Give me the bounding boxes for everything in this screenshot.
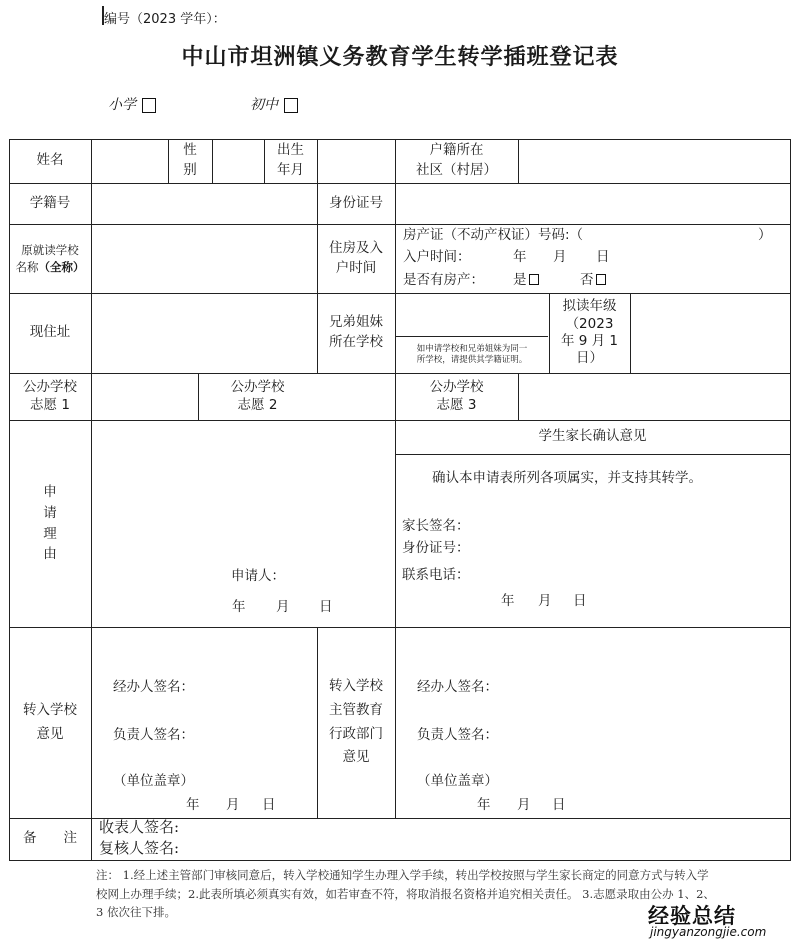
form-title: 中山市坦洲镇义务教育学生转学插班登记表 bbox=[181, 45, 619, 70]
field-reason[interactable] bbox=[91, 420, 395, 560]
label-choice-3: 公办学校 志愿 3 bbox=[429, 378, 484, 413]
has-property-no[interactable] bbox=[580, 271, 606, 291]
receiver-sign-label: 收表人签名: bbox=[99, 818, 180, 836]
label-siblings-school: 兄弟姐妹 所在学校 bbox=[329, 314, 383, 350]
parent-confirm-text: 确认本申请表所列各项属实，并支持其转学。 bbox=[432, 470, 702, 486]
entry-time-label: 入户时间： bbox=[403, 249, 471, 265]
has-property-label: 是否有房产： bbox=[403, 272, 484, 288]
field-name[interactable] bbox=[91, 139, 168, 183]
label-choice-1: 公办学校 志愿 1 bbox=[23, 378, 77, 413]
watermark-logo-text: 经验总结 bbox=[648, 904, 736, 928]
field-gender[interactable] bbox=[212, 139, 264, 183]
label-original-school bbox=[9, 224, 91, 293]
yes-label: 是 bbox=[513, 272, 527, 288]
field-choice-2[interactable] bbox=[317, 373, 395, 420]
apply-month: 月 bbox=[276, 599, 290, 615]
label-school-opinion: 转入学校 意见 bbox=[23, 701, 77, 742]
field-hukou[interactable] bbox=[518, 139, 790, 183]
label-remark: 备 注 bbox=[23, 830, 77, 847]
bureau-seal-label: （单位盖章） bbox=[417, 773, 498, 789]
label-gender: 性 别 bbox=[183, 142, 197, 178]
school-handler-label: 经办人签名： bbox=[113, 679, 194, 695]
label-housing: 住房及入 户时间 bbox=[329, 239, 383, 276]
apply-year: 年 bbox=[232, 599, 246, 615]
entry-month: 月 bbox=[553, 249, 567, 265]
label-reason: 申 请 理 由 bbox=[43, 483, 57, 563]
no-checkbox[interactable] bbox=[596, 274, 606, 285]
field-student-id[interactable] bbox=[91, 183, 317, 224]
applicant-label: 申请人： bbox=[231, 568, 285, 584]
level-junior-label: 初中 bbox=[250, 97, 278, 113]
school-day: 日 bbox=[262, 797, 276, 813]
serial-number-label: 编号（2023 学年）： bbox=[104, 12, 226, 27]
original-school-line1: 原就读学校 bbox=[21, 242, 79, 257]
no-label: 否 bbox=[580, 272, 594, 288]
school-leader-label: 负责人签名： bbox=[113, 727, 194, 743]
original-school-line2 bbox=[16, 259, 85, 276]
original-school-name: 名称 bbox=[15, 259, 39, 274]
parent-year: 年 bbox=[501, 593, 515, 609]
field-birth-date[interactable] bbox=[317, 139, 395, 183]
school-month: 月 bbox=[226, 797, 240, 813]
property-cert-close: ） bbox=[758, 227, 772, 243]
label-student-id: 学籍号 bbox=[29, 194, 71, 211]
parent-sign-label: 家长签名： bbox=[402, 518, 470, 534]
level-junior-checkbox[interactable] bbox=[284, 98, 298, 113]
bureau-month: 月 bbox=[517, 797, 531, 813]
label-id-number: 身份证号 bbox=[329, 194, 383, 211]
school-year: 年 bbox=[186, 797, 200, 813]
apply-day: 日 bbox=[319, 599, 333, 615]
field-choice-3[interactable] bbox=[518, 373, 790, 420]
bureau-leader-label: 负责人签名： bbox=[417, 727, 498, 743]
field-address[interactable] bbox=[91, 293, 317, 373]
level-primary-label: 小学 bbox=[108, 97, 136, 113]
level-primary-checkbox[interactable] bbox=[142, 98, 156, 113]
has-property-yes[interactable] bbox=[513, 271, 539, 291]
entry-day: 日 bbox=[596, 249, 610, 265]
parent-id-label: 身份证号： bbox=[402, 540, 470, 556]
parent-day: 日 bbox=[573, 593, 587, 609]
field-choice-1[interactable] bbox=[91, 373, 198, 420]
footnote: 注： 1.经上述主管部门审核同意后，转入学校通知学生办理入学手续，转出学校按照与学生家长商定的同意方式与转入学校网上办理手续；2.此表所填必须真实有效，如若审查不符，将取消报名资格并追究相关责任。 3.志愿录取由公办 1、2、3 依次往下排。 bbox=[96, 868, 715, 920]
label-name: 姓名 bbox=[36, 152, 64, 169]
label-birth-date: 出生 年月 bbox=[277, 142, 304, 178]
yes-checkbox[interactable] bbox=[529, 274, 539, 285]
label-intended-grade: 拟读年级 （2023 年 9 月 1 日） bbox=[560, 298, 619, 367]
bureau-handler-label: 经办人签名： bbox=[417, 679, 498, 695]
bureau-year: 年 bbox=[477, 797, 491, 813]
parent-opinion-title: 学生家长确认意见 bbox=[538, 428, 647, 445]
field-id-number[interactable] bbox=[395, 183, 790, 224]
field-original-school[interactable] bbox=[91, 224, 317, 293]
property-cert-label: 房产证（不动产权证）号码:（ bbox=[403, 227, 584, 243]
level-primary bbox=[108, 94, 156, 114]
sibling-note: 如申请学校和兄弟姐妹为同一 所学校，请提供其学籍证明。 bbox=[416, 343, 528, 365]
bureau-day: 日 bbox=[552, 797, 566, 813]
parent-phone-label: 联系电话： bbox=[402, 567, 470, 583]
original-school-fullname: （全称） bbox=[38, 259, 85, 274]
school-seal-label: （单位盖章） bbox=[113, 773, 194, 789]
reviewer-sign-label: 复核人签名: bbox=[99, 839, 180, 857]
field-siblings-school[interactable] bbox=[395, 293, 549, 336]
watermark-url: jingyanzongjie.com bbox=[650, 925, 767, 939]
field-intended-grade[interactable] bbox=[630, 293, 790, 373]
label-bureau-opinion: 转入学校 主管教育 行政部门 意见 bbox=[329, 678, 383, 766]
label-address: 现住址 bbox=[29, 324, 71, 341]
entry-year: 年 bbox=[513, 249, 527, 265]
level-junior bbox=[250, 94, 298, 114]
parent-month: 月 bbox=[538, 593, 552, 609]
label-choice-2: 公办学校 志愿 2 bbox=[230, 378, 285, 413]
label-hukou: 户籍所在 社区（村居） bbox=[416, 142, 497, 178]
